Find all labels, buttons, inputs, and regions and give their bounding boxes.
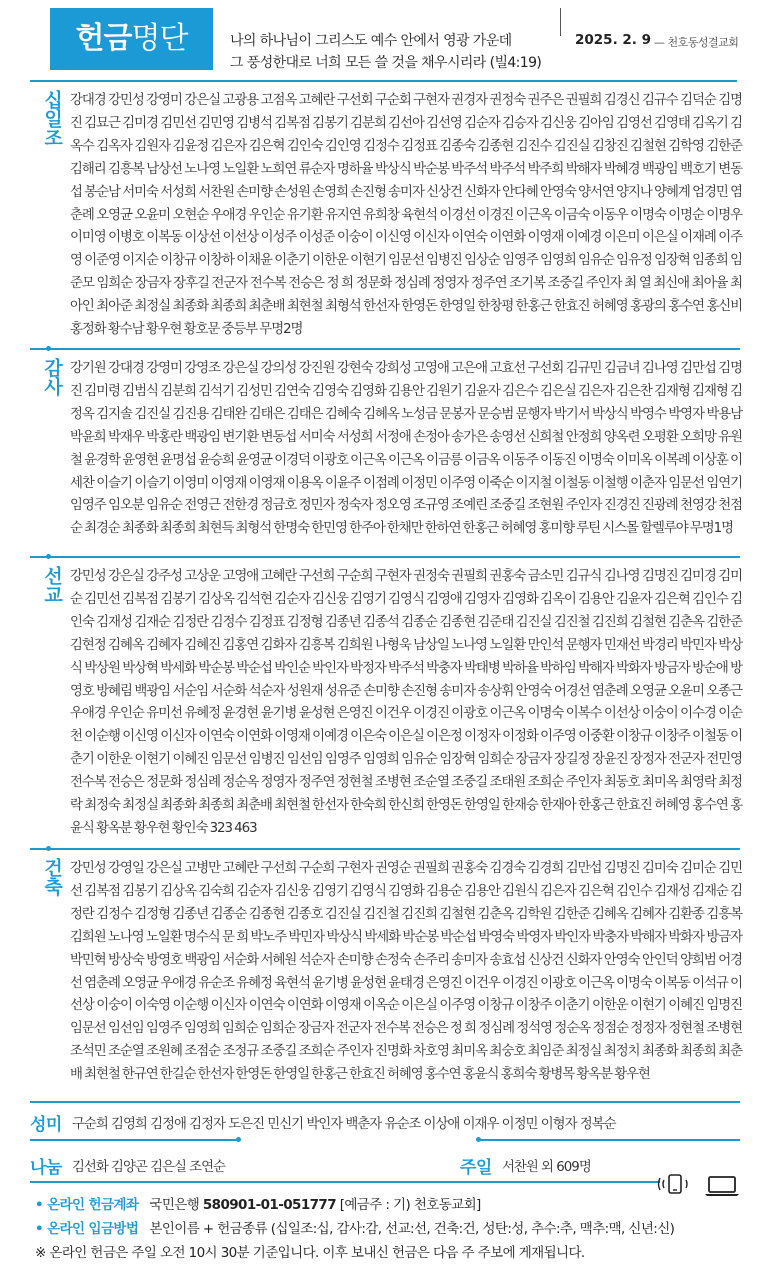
rule-dot bbox=[236, 1137, 241, 1142]
bible-verse-line-2: 그 풍성한대로 너희 모든 쓸 것을 채우시리라 (빌4:19) bbox=[230, 55, 542, 71]
section-thanks bbox=[30, 358, 740, 548]
header bbox=[50, 8, 767, 72]
section-label: 감사 bbox=[41, 358, 63, 396]
laptop-icon bbox=[704, 1175, 740, 1197]
rule-dot bbox=[46, 346, 51, 351]
page-title bbox=[50, 8, 213, 70]
section-rule bbox=[30, 348, 740, 350]
nanum-label: 나눔 bbox=[30, 1158, 62, 1178]
online-account-line bbox=[35, 1193, 481, 1213]
header-divider bbox=[560, 8, 561, 36]
online-deposit-line bbox=[35, 1217, 674, 1237]
seongmi-label: 성미 bbox=[30, 1115, 62, 1135]
account-holder: [예금주 : 기) 천호동교회] bbox=[339, 1197, 481, 1213]
section-rule bbox=[30, 848, 740, 850]
bulletin-date: 2025. 2. 9 bbox=[575, 32, 652, 48]
bank-name: 국민은행 bbox=[149, 1197, 200, 1213]
row-rule bbox=[478, 1139, 740, 1141]
account-number: 580901-01-051777 bbox=[202, 1197, 336, 1213]
online-deposit-label: • 온라인 입금방법 bbox=[35, 1221, 139, 1237]
section-label: 선교 bbox=[41, 566, 63, 604]
section-names: 강민성 강은실 강주성 고상운 고영애 고혜란 구선희 구순희 구현자 권정숙 권필희 권홍숙 금소민 김규식 김나영 김명진 김미경 김미순 김민선 김복점 김봉기 김상옥 김석현 김순자 김신웅 김영기 김영식 김영애 김영자 김영화 김옥이 김용안 김윤자 김은혁 김인수 김인숙 김재성 김재순 김정란 김정수 김정표 김정형 김종년 김종석 김종순 김종현 김준태 김진실 김진철 김진희 김철현 김춘옥 김한준 김현정 김혜옥 김혜자 김혜진 김홍연 김화자 김흥복 김희원 나형욱 남상일 노나영 노일환 만인석 문행자 민재선 박경리 박민자 박상식 박상원 박상혁 박세화 박순봉 박순섭 박인순 박인자 박정자 박주석 박충자 박태병 박하율 박하임 박해자 박화자 방금자 방순애 방영호 방혜림 백광임 서순임 서순화 석순자 성원재 성유준 손미향 손진형 송미자 송상휘 안영숙 어경선 염춘례 오영균 오윤미 오종근 우애경 우인순 유미선 유혜정 윤경현 윤기병 윤성현 은영진 이건우 이경진 이광호 이근옥 이명숙 이복수 이선상 이숭이 이수경 이순천 이순행 이신영 이신자 이연숙 이연화 이영재 이예경 이은숙 이은실 이은정 이정자 이정화 이주영 이중환 이창규 이창주 이철동 이춘기 이한운 이현기 이혜진 임문선 임병진 임선임 임영주 임영희 임유순 임장혁 임희순 장금자 장길정 장윤진 장정자 전군자 전민영 전수복 전승은 정문화 정심례 정순옥 정영자 정주연 정현철 조병현 조순열 조중길 조태원 조희순 주인자 최동호 최미옥 최영락 최정락 최정숙 최정실 최종화 최종희 최춘배 최현철 한선자 한숙희 한신희 한영돈 한영일 한재승 한재아 한홍근 한효진 허혜영 홍수연 홍윤식 황옥분 황우현 황인숙 323 463 bbox=[70, 569, 742, 836]
juil-label: 주일 bbox=[460, 1158, 492, 1178]
rule-dot bbox=[46, 554, 51, 559]
online-account-label: • 온라인 헌금계좌 bbox=[35, 1197, 139, 1213]
page-title-light: 명단 bbox=[131, 21, 188, 56]
section-label: 건축 bbox=[41, 858, 63, 896]
row-rule bbox=[30, 1139, 240, 1141]
juil-count: 서찬원 외 609명 bbox=[502, 1160, 591, 1175]
section-mission bbox=[30, 566, 740, 842]
section-tithe bbox=[30, 90, 740, 346]
section-names: 강대경 강민성 강영미 강은실 고광용 고점옥 고혜란 구선회 구순회 구현자 권경자 권정숙 권주은 권필희 김경신 김규수 김덕순 김명진 김묘근 김미경 김민선 김민영 김병석 김복점 김봉기 김분희 김선아 김선영 김순자 김승자 김신웅 김아임 김영선 김영태 김옥기 김옥수 김옥자 김원자 김윤정 김은자 김은혁 김인숙 김인영 김정수 김정표 김종숙 김종현 김진수 김진실 김창진 김철현 김학영 김한준 김해리 김흥복 남상선 노나영 노일환 노희연 류순자 명하율 박상식 박순봉 박주석 박주석 박주희 박해자 박혜경 백광임 백호기 변동섭 봉순남 서미숙 서성희 서찬원 손미향 손성원 손영희 손진형 송미자 신상건 신화자 안다혜 안영숙 양서연 양지나 양혜계 엄경민 염춘례 오영균 오윤미 오현순 우애경 우인순 유기환 유지연 유희창 육현석 이경선 이경진 이근옥 이금숙 이동우 이명숙 이명순 이명우 이미영 이병호 이복동 이상선 이선상 이성주 이성준 이숭이 이신영 이신자 이연숙 이연화 이영재 이예경 이은미 이은실 이재례 이주영 이준영 이지순 이창규 이창하 이채윤 이춘기 이한운 이현기 임문선 임병진 임상순 임영주 임영희 임유순 임유정 임장혁 임종희 임준모 임희순 장금자 장후길 전군자 전수복 전승은 정 희 정문화 정심례 정영자 정주연 조기복 조중길 주인자 최 열 최신애 최아율 최아인 최아준 최정실 최종화 최종희 최춘배 최현철 최형석 한선자 한영돈 한영일 한창평 한홍근 한효진 허혜영 홍광의 홍수연 홍신비 홍정화 황수남 황우현 황호문 중등부 무명2명 bbox=[70, 93, 742, 338]
bible-verse bbox=[230, 30, 541, 74]
nanum-names: 김선화 김양곤 김은실 조연순 bbox=[72, 1160, 225, 1175]
section-names: 강민성 강영일 강은실 고병만 고혜란 구선희 구순희 구현자 권영순 권필희 권홍숙 김경숙 김경희 김만섭 김명진 김미숙 김미순 김민선 김복점 김봉기 김상옥 김숙희 김순자 김신웅 김영기 김영식 김영화 김용순 김용안 김원식 김은자 김은혁 김인수 김재성 김재순 김정란 김정수 김정형 김종년 김종순 김종현 김종호 김진실 김진철 김진희 김철현 김춘옥 김학원 김한준 김혜옥 김혜자 김환종 김흥복 김희원 노나영 노일환 명수식 문 희 박노주 박민자 박상식 박세화 박순봉 박순섭 박영숙 박영자 박인자 박충자 박해자 박화자 방금자 박민혁 방상숙 방영호 백광임 서순화 서혜원 석순자 손미향 손정숙 손주리 송미자 송효섭 신상건 신화자 안영숙 안인덕 양희범 어경선 염춘례 오영균 우애경 유순조 유혜정 육현석 윤기병 윤성현 윤태경 은영진 이건우 이경진 이광호 이근옥 이명숙 이복동 이석규 이선상 이숭이 이숙영 이순행 이신자 이연숙 이연화 이영재 이옥순 이은실 이주영 이창규 이창주 이춘기 이한운 이현기 이혜진 임명진 임문선 임선임 임영주 임영희 임희순 임희순 장금자 전군자 전수복 전승은 정 희 정심례 정석영 정순옥 정점순 정정자 정현철 조병현 조석민 조순열 조원혜 조점순 조정규 조중길 조희순 주인자 진명화 차호영 최미옥 최숭호 최임준 최정실 최정치 최종화 최종희 최춘배 최현철 한규연 한길순 한선자 한영돈 한영일 한홍근 한효진 허혜영 홍수연 홍윤식 홍희숙 황병목 황옥분 황우현 bbox=[70, 861, 742, 1083]
section-names: 강기원 강대경 강영미 강영조 강은실 강의성 강진원 강현숙 강희성 고영애 고은애 고효선 구선회 김규민 김금녀 김나영 김만섭 김명진 김미령 김범식 김분희 김석기 김성민 김연숙 김영숙 김영화 김용안 김원기 김윤자 김은수 김은실 김은자 김은찬 김재형 김재형 김정옥 김지솔 김진실 김진용 김태완 김태은 김태은 김혜숙 김혜옥 노성금 문봉자 문승범 문행자 박기서 박상식 박영수 박영자 박용남 박윤희 박재우 박홍란 백광임 변기환 변동섭 서미숙 서성희 서정애 손정아 송가은 송영선 신희철 안정희 양옥련 오평환 오희망 유원철 윤경학 윤영현 윤명섭 윤승희 윤영균 이경덕 이광호 이근옥 이근옥 이금릉 이금옥 이동주 이동진 이명숙 이미옥 이복례 이상훈 이세찬 이슬기 이슬기 이영미 이영재 이영재 이용옥 이윤주 이점례 이정민 이주영 이죽순 이지철 이철동 이철행 이춘자 임문선 임연기 임영주 임오분 임유순 전영근 전한경 정금호 정민자 정숙자 정오영 조규영 조예린 조중길 조현원 주인자 진경진 진광례 천영강 천점순 최경순 최종화 최종희 최현득 최형석 한명숙 한민영 한주아 한채만 한하연 한홍근 허혜영 홍미향 루틴 시스몰 할렐루야 무명1명 bbox=[70, 361, 742, 537]
online-notice: ※ 온라인 헌금은 주일 오전 10시 30분 기준입니다. 이후 보내신 헌금은 다음 주 주보에 게재됩니다. bbox=[35, 1245, 585, 1261]
church-name: — 천호동성결교회 bbox=[654, 36, 739, 49]
row-rule bbox=[30, 1181, 660, 1183]
rule-dot bbox=[46, 846, 51, 851]
section-rule bbox=[30, 556, 740, 558]
section-rule bbox=[30, 1101, 740, 1103]
phone-contactless-icon bbox=[655, 1174, 695, 1194]
section-building bbox=[30, 858, 740, 1098]
rule-dot bbox=[476, 1137, 481, 1142]
section-label: 십일조 bbox=[41, 90, 63, 147]
deposit-method: 본인이름 + 헌금종류 (십일조:십, 감사:감, 선교:선, 건축:건, 성탄:성, 추수:추, 맥추:맥, 신년:신) bbox=[149, 1221, 675, 1237]
header-rule bbox=[30, 80, 737, 82]
bible-verse-line-1: 나의 하나님이 그리스도 예수 안에서 영광 가운데 bbox=[230, 33, 512, 49]
seongmi-names: 구순희 김영희 김정애 김정자 도은진 민신기 박인자 백춘자 유순조 이상애 이재우 이정민 이형자 정복순 bbox=[72, 1117, 616, 1132]
page-title-bold: 헌금 bbox=[75, 21, 132, 56]
